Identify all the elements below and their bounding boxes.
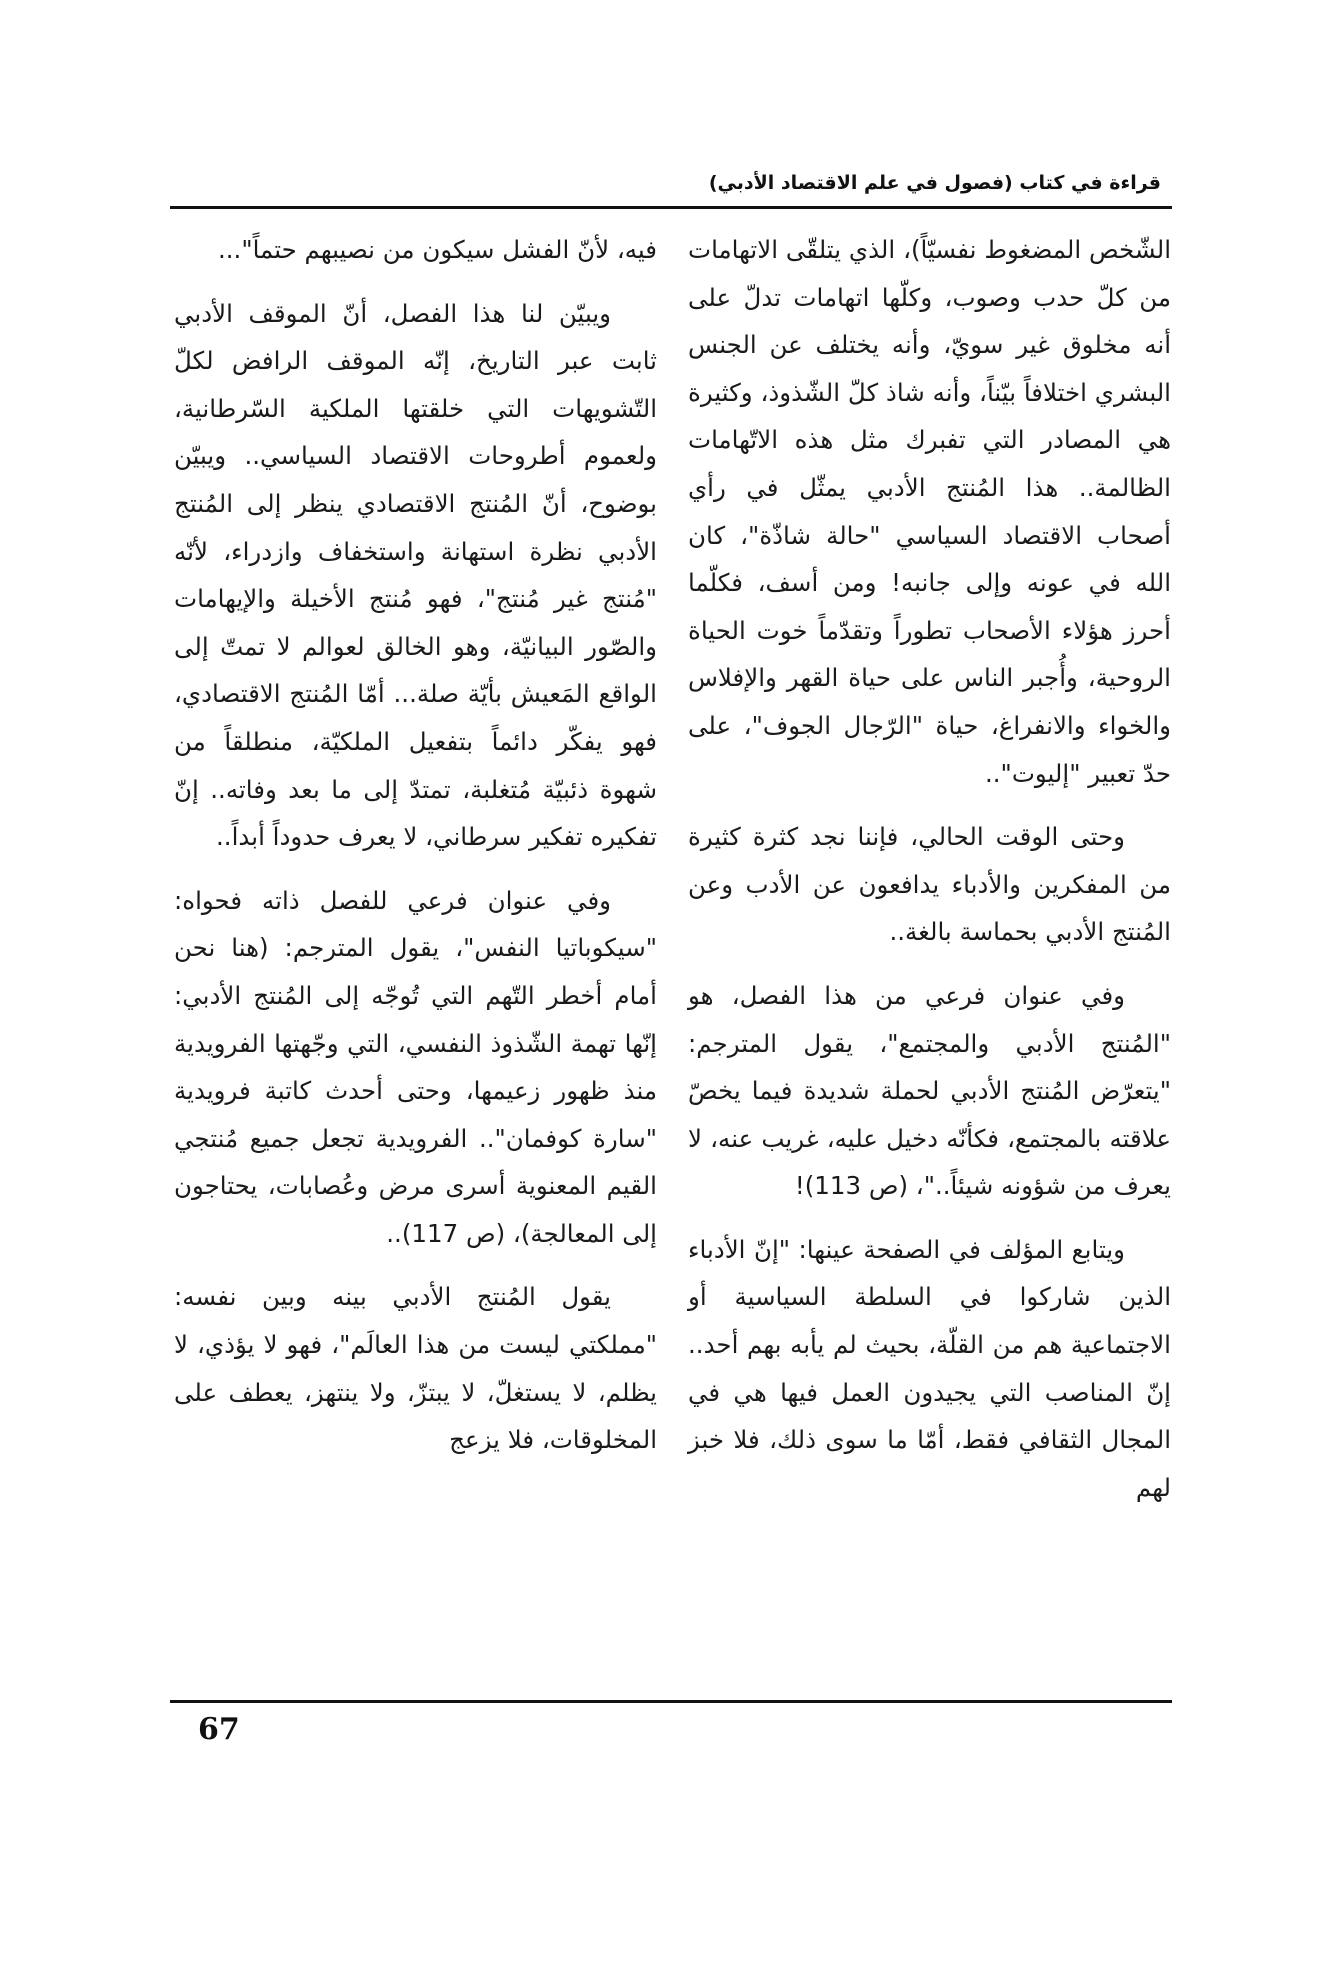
- footer-rule: [170, 1700, 1172, 1703]
- paragraph: فيه، لأنّ الفشل سيكون من نصيبهم حتماً"...: [217, 235, 657, 264]
- paragraph: يقول المُنتج الأدبي بينه وبين نفسه: "مملكتي ليست من هذا العالَم"، فهو لا يؤذي، لا يظلم، لا يستغلّ، لا يبتزّ، ولا ينتهز، يعطف على المخلوقات، فلا يزعج: [174, 1282, 657, 1455]
- page-number: 67: [198, 1712, 240, 1747]
- paragraph: ويتابع المؤلف في الصفحة عينها: "إنّ الأدباء الذين شاركوا في السلطة السياسية أو الاجتماعية هم من القلّة، بحيث لم يأبه بهم أحد.. إنّ المناصب التي يجيدون العمل فيها هي في المجال الثقافي فقط، أمّا ما سوى ذلك، فلا خبز لهم: [688, 1234, 1171, 1502]
- header-rule: [170, 206, 1172, 209]
- paragraph: الشّخص المضغوط نفسيّاً)، الذي يتلقّى الاتهامات من كلّ حدب وصوب، وكلّها اتهامات تدلّ على أنه مخلوق غير سويّ، وأنه يختلف عن الجنس البشري اختلافاً بيّناً، وأنه شاذ كلّ الشّذوذ، وكثيرة هي المصادر التي تفبرك مثل هذه الاتّهامات الظالمة.. هذا المُنتج الأدبي يمثّل في رأي أصحاب الاقتصاد السياسي "حالة شاذّة"، كان الله في عونه وإلى جانبه! ومن أسف، فكلّما أحرز هؤلاء الأصحاب تطوراً وتقدّماً خوت الحياة الروحية، وأُجبر الناس على حياة القهر والإفلاس والخواء والانفراغ، حياة "الرّجال الجوف"، على حدّ تعبير "إليوت"..: [688, 235, 1171, 788]
- paragraph: وفي عنوان فرعي للفصل ذاته فحواه: "سيكوباتيا النفس"، يقول المترجم: (هنا نحن أمام أخطر التّهم التي تُوجّه إلى المُنتج الأدبي: إنّها تهمة الشّذوذ النفسي، التي وجّهتها الفرويدية منذ ظهور زعيمها، وحتى أحدث كاتبة فرويدية "سارة كوفمان".. الفرويدية تجعل جميع مُنتجي القيم المعنوية أسرى مرض وعُصابات، يحتاجون إلى المعالجة)، (ص 117)..: [174, 885, 657, 1248]
- paragraph: وحتى الوقت الحالي، فإننا نجد كثرة كثيرة من المفكرين والأدباء يدافعون عن الأدب وعن المُنتج الأدبي بحماسة بالغة..: [688, 822, 1171, 947]
- paragraph: وفي عنوان فرعي من هذا الفصل، هو "المُنتج الأدبي والمجتمع"، يقول المترجم: "يتعرّض المُنتج الأدبي لحملة شديدة فيما يخصّ علاقته بالمجتمع، فكأنّه دخيل عليه، غريب عنه، لا يعرف من شؤونه شيئاً.."، (ص 113)!: [688, 980, 1171, 1201]
- text-column-right: [688, 226, 1171, 1527]
- text-column-left: [174, 226, 657, 1480]
- running-header-title: قراءة في كتاب (فصول في علم الاقتصاد الأدبي): [708, 172, 1161, 194]
- paragraph: ويبيّن لنا هذا الفصل، أنّ الموقف الأدبي ثابت عبر التاريخ، إنّه الموقف الرافض لكلّ التّشويهات التي خلقتها الملكية السّرطانية، ولعموم أطروحات الاقتصاد السياسي.. ويبيّن بوضوح، أنّ المُنتج الاقتصادي ينظر إلى المُنتج الأدبي نظرة استهانة واستخفاف وازدراء، لأنّه "مُنتج غير مُنتج"، فهو مُنتج الأخيلة والإيهامات والصّور البيانيّة، وهو الخالق لعوالم لا تمتّ إلى الواقع المَعيش بأيّة صلة... أمّا المُنتج الاقتصادي، فهو يفكّر دائماً بتفعيل الملكيّة، منطلقاً من شهوة ذئبيّة مُتغلبة، تمتدّ إلى ما بعد وفاته.. إنّ تفكيره تفكير سرطاني، لا يعرف حدوداً أبداً..: [174, 298, 657, 852]
